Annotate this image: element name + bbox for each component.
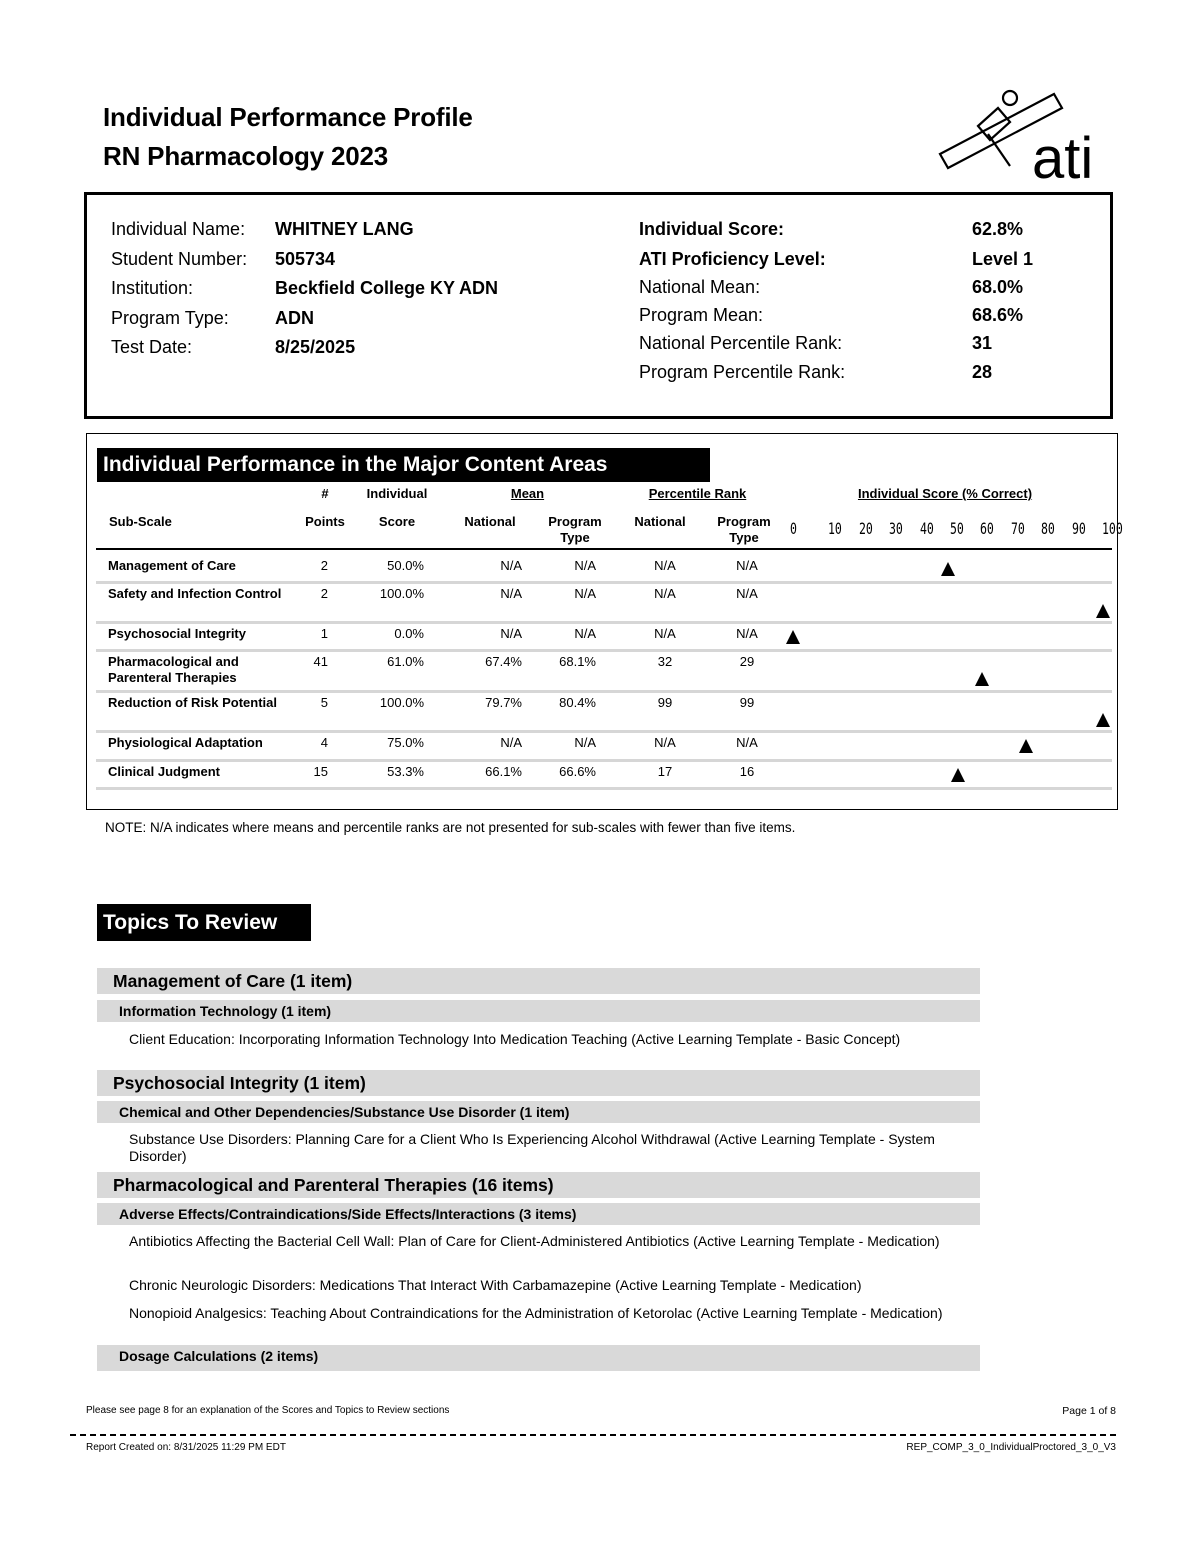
national-pr-value: 17 — [657, 764, 673, 779]
scale-tick-label: 50 — [950, 519, 964, 538]
page-number: Page 1 of 8 — [1062, 1405, 1116, 1417]
report-title: Individual Performance Profile — [103, 102, 473, 132]
student-info-box: Individual Name: WHITNEY LANG Student Number: 505734 Institution: Beckfield College KY ADN Program Type: ADN Test Date: 8/25/2025 Individual Score: 62.8% ATI Proficiency Level: Level 1 National Mean: 68.0% Program Mean: 68.6% National Percentile Rank: 31 Program Percentile Rank: 28 — [84, 192, 1113, 419]
scale-tick-label: 0 — [790, 519, 797, 538]
national-pr-value: N/A — [654, 626, 676, 641]
scale-tick-label: 30 — [889, 519, 904, 538]
col-individual: Individual — [366, 486, 428, 501]
topic-item: Antibiotics Affecting the Bacterial Cell Wall: Plan of Care for Client-Administered Antibiotics (Active Learning Template - Medication) — [129, 1233, 940, 1249]
points-value: 2 — [320, 586, 328, 601]
topics-heading: Topics To Review — [97, 904, 311, 941]
subscale-name: Psychosocial Integrity — [108, 626, 246, 641]
col-program-pr: Program Type — [717, 514, 771, 545]
table-row — [96, 624, 1112, 652]
table-row — [96, 733, 1112, 762]
score-marker — [1019, 739, 1033, 753]
topic-item: Substance Use Disorders: Planning Care for a Client Who Is Experiencing Alcohol Withdrawal (Active Learning Template - System Disorder) — [129, 1131, 935, 1164]
topic-category: Psychosocial Integrity (1 item) — [97, 1070, 980, 1096]
report-code: REP_COMP_3_0_IndividualProctored_3_0_V3 — [906, 1442, 1116, 1453]
national-pr-value: 32 — [657, 654, 673, 669]
points-value: 5 — [320, 695, 328, 710]
subscale-name: Reduction of Risk Potential — [108, 695, 278, 710]
scale-tick-label: 40 — [919, 519, 934, 538]
topic-subcategory: Chemical and Other Dependencies/Substance Use Disorder (1 item) — [97, 1101, 980, 1123]
national-pr-value: N/A — [654, 558, 676, 573]
points-value: 41 — [313, 654, 328, 669]
footer-explanation: Please see page 8 for an explanation of the Scores and Topics to Review sections — [86, 1405, 450, 1416]
program-mean-value: N/A — [574, 735, 596, 750]
score-marker — [975, 672, 989, 686]
scale-tick-label: 60 — [980, 519, 995, 538]
scale-tick-label: 70 — [1010, 519, 1025, 538]
scale-tick-label: 100 — [1102, 519, 1123, 538]
points-value: 4 — [320, 735, 328, 750]
topic-item: Nonopioid Analgesics: Teaching About Contraindications for the Administration of Ketorolac (Active Learning Template - Medication) — [129, 1305, 943, 1321]
row-divider — [96, 787, 1112, 790]
col-score: Score — [378, 514, 416, 529]
score-value: 100.0% — [379, 586, 424, 601]
points-value: 15 — [313, 764, 328, 779]
scale-tick-label: 20 — [858, 519, 873, 538]
header-divider — [96, 548, 1112, 550]
subscale-name: Clinical Judgment — [108, 764, 220, 779]
table-row — [96, 652, 1112, 693]
col-points: Points — [305, 514, 345, 529]
svg-text:ati: ati — [1032, 126, 1094, 186]
topic-category: Management of Care (1 item) — [97, 968, 980, 994]
national-mean-value: N/A — [500, 558, 522, 573]
program-mean-value: 66.6% — [559, 764, 596, 779]
national-mean-value: 66.1% — [485, 764, 522, 779]
national-mean-value: N/A — [500, 735, 522, 750]
program-mean-value: 68.1% — [559, 654, 596, 669]
score-marker — [1096, 604, 1110, 618]
score-marker — [951, 768, 965, 782]
subscale-name: Physiological Adaptation — [108, 735, 263, 750]
program-pr-value: 99 — [739, 695, 755, 710]
col-percentile-rank: Percentile Rank — [648, 486, 747, 501]
program-mean-value: N/A — [574, 558, 596, 573]
national-pr-value: 99 — [657, 695, 673, 710]
score-marker — [786, 630, 800, 644]
score-value: 0.0% — [394, 626, 424, 641]
assessment-name: RN Pharmacology 2023 — [103, 141, 389, 171]
program-pr-value: N/A — [736, 586, 758, 601]
points-value: 2 — [320, 558, 328, 573]
program-pr-value: 16 — [739, 764, 755, 779]
col-national-mean: National — [464, 514, 516, 529]
score-value: 100.0% — [379, 695, 424, 710]
program-mean-value: N/A — [574, 586, 596, 601]
topic-category: Pharmacological and Parenteral Therapies (16 items) — [97, 1172, 980, 1198]
col-program-mean: Program Type — [548, 514, 602, 545]
national-mean-value: N/A — [500, 626, 522, 641]
score-value: 75.0% — [387, 735, 424, 750]
scale-tick-label: 90 — [1071, 519, 1086, 538]
subscale-name: Management of Care — [108, 558, 236, 573]
col-score-chart: Individual Score (% Correct) — [857, 486, 1033, 501]
national-mean-value: 67.4% — [485, 654, 522, 669]
program-pr-value: N/A — [736, 626, 758, 641]
program-mean-value: 80.4% — [559, 695, 596, 710]
col-mean: Mean — [510, 486, 545, 501]
program-pr-value: N/A — [736, 558, 758, 573]
topic-subcategory: Adverse Effects/Contraindications/Side Effects/Interactions (3 items) — [97, 1203, 980, 1225]
table-row — [96, 556, 1112, 584]
subscale-name: Pharmacological and Parenteral Therapies — [108, 654, 239, 685]
points-value: 1 — [320, 626, 328, 641]
score-value: 61.0% — [387, 654, 424, 669]
scale-tick-label: 80 — [1041, 519, 1056, 538]
subscale-name: Safety and Infection Control — [108, 586, 282, 601]
col-national-pr: National — [634, 514, 686, 529]
topic-item: Chronic Neurologic Disorders: Medications That Interact With Carbamazepine (Active Learning Template - Medication) — [129, 1277, 862, 1293]
topic-item: Client Education: Incorporating Information Technology Into Medication Teaching (Active Learning Template - Basic Concept) — [129, 1031, 901, 1047]
col-subscale: Sub-Scale — [109, 514, 172, 529]
report-created: Report Created on: 8/31/2025 11:29 PM EDT — [86, 1442, 286, 1453]
program-pr-value: N/A — [736, 735, 758, 750]
score-value: 50.0% — [387, 558, 424, 573]
national-mean-value: N/A — [500, 586, 522, 601]
scale-tick-label: 10 — [828, 519, 843, 538]
score-marker — [941, 562, 955, 576]
table-row — [96, 584, 1112, 624]
table-row — [96, 693, 1112, 733]
national-pr-value: N/A — [654, 735, 676, 750]
performance-heading: Individual Performance in the Major Content Areas — [97, 448, 710, 482]
ati-logo — [936, 86, 1106, 186]
national-pr-value: N/A — [654, 586, 676, 601]
topic-subcategory: Information Technology (1 item) — [97, 1000, 980, 1022]
score-value: 53.3% — [387, 764, 424, 779]
national-mean-value: 79.7% — [485, 695, 522, 710]
score-marker — [1096, 713, 1110, 727]
footer-divider — [70, 1434, 1116, 1436]
topic-subcategory: Dosage Calculations (2 items) — [97, 1345, 980, 1371]
program-mean-value: N/A — [574, 626, 596, 641]
program-pr-value: 29 — [739, 654, 755, 669]
table-row — [96, 762, 1112, 790]
na-note: NOTE: N/A indicates where means and percentile ranks are not presented for sub-scales with fewer than five items. — [105, 820, 796, 835]
col-hash: # — [321, 486, 329, 501]
